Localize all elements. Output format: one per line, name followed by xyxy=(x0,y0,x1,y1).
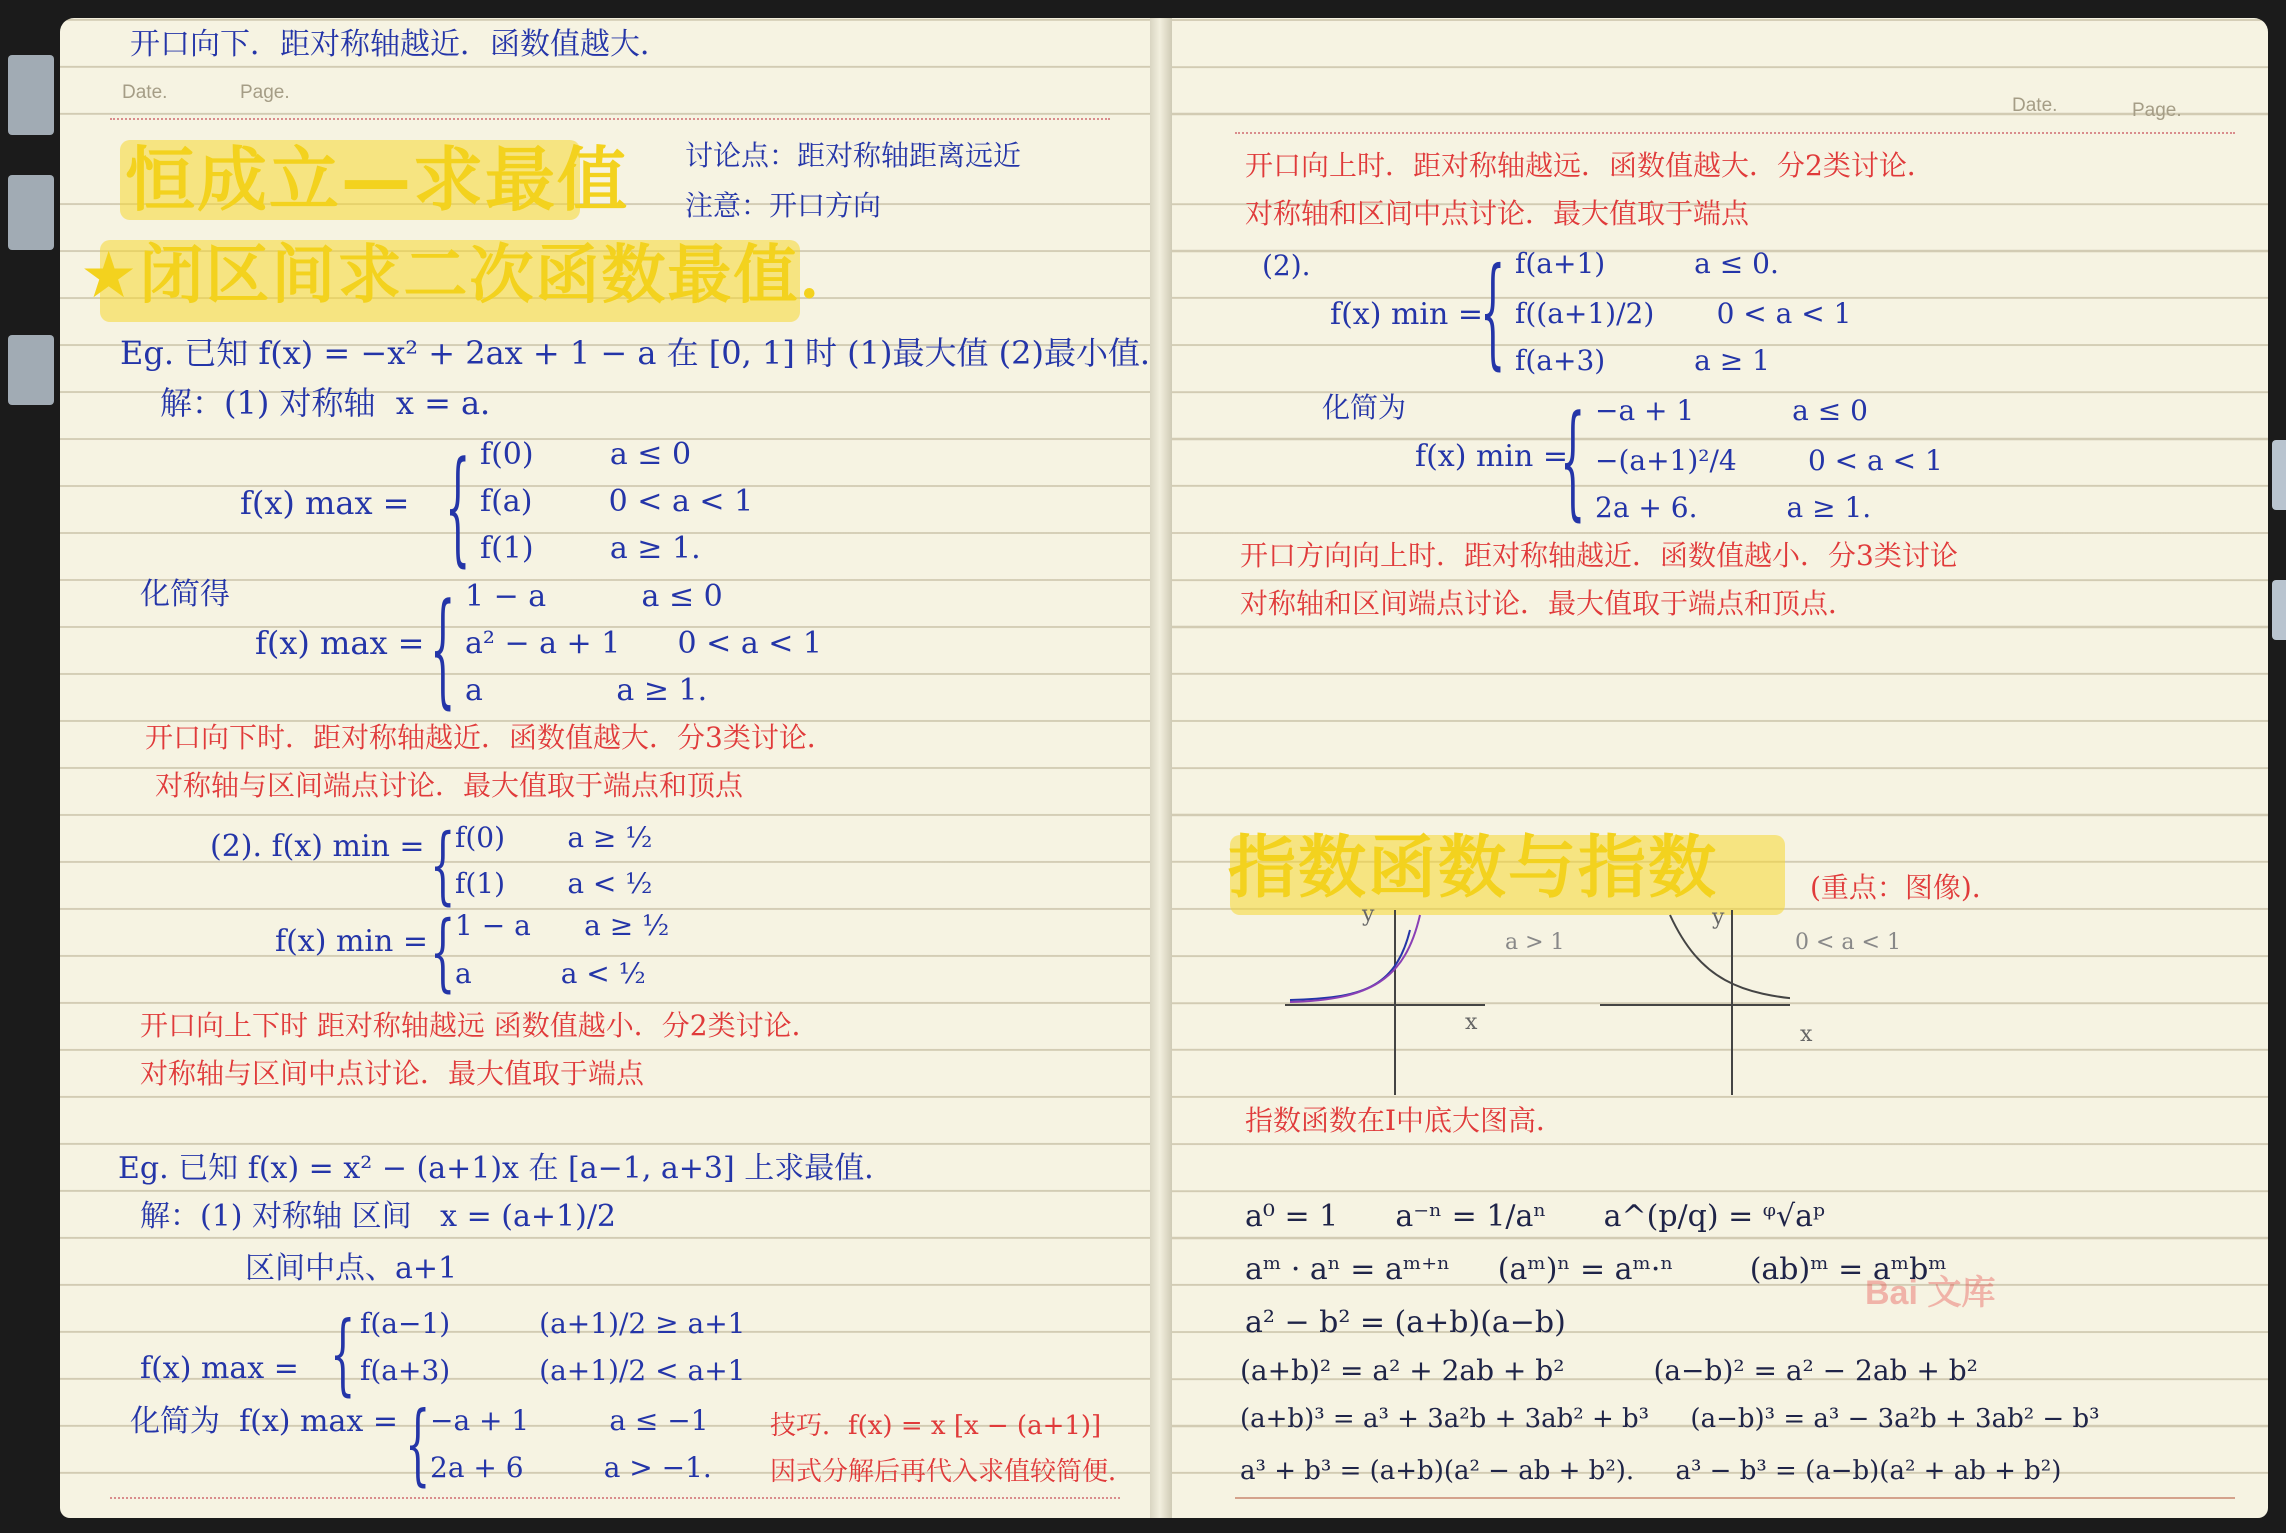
sticky-tab xyxy=(2272,440,2286,510)
case-row: 1 − a a ≤ 0 xyxy=(465,579,723,614)
case-row: f(1) a ≥ 1. xyxy=(480,531,701,566)
tip-note: 因式分解后再代入求值较简便． xyxy=(770,1457,1135,1487)
curve xyxy=(1670,915,1790,1000)
example-problem: Eg. 已知 f(x) = x² − (a+1)x 在 [a−1, a+3] 上求最值． xyxy=(118,1151,895,1186)
case-row: −(a+1)²/4 0 < a < 1 xyxy=(1595,444,1943,477)
simplify-label: 化简为 f(x) max = xyxy=(130,1404,398,1439)
key-note: (重点：图像)． xyxy=(1810,871,2000,904)
fmax-label: f(x) max = xyxy=(140,1351,299,1386)
case-row: f(0) a ≥ ½ xyxy=(455,821,653,854)
fmin-label: f(x) min = xyxy=(1330,297,1484,332)
formula-line: (a+b)² = a² + 2ab + b² (a−b)² = a² − 2ab + b² xyxy=(1240,1354,1978,1387)
right-notebook-page xyxy=(1162,18,2268,1518)
solution-line: 解：(1) 对称轴 x = a． xyxy=(160,384,513,422)
side-note: 注意：开口方向 xyxy=(685,189,882,222)
case-row: f((a+1)/2) 0 < a < 1 xyxy=(1515,297,1852,330)
title-heading: 恒成立—求最值 xyxy=(125,139,629,221)
midpoint-note: 区间中点、a+1 xyxy=(245,1251,458,1286)
sticky-tab xyxy=(8,335,54,405)
footer-rule xyxy=(110,1497,1120,1499)
fmax-label: f(x) max = xyxy=(240,484,410,522)
axis-label-y: y xyxy=(1362,902,1375,927)
side-note: 讨论点：距对称轴距离远近 xyxy=(685,139,1022,172)
sticky-tab xyxy=(2272,580,2286,640)
page-label: Page. xyxy=(240,82,290,103)
formula-line: aᵐ · aⁿ = aᵐ⁺ⁿ (aᵐ)ⁿ = aᵐ·ⁿ (ab)ᵐ = aᵐbᵐ xyxy=(1245,1252,1947,1287)
red-note: 开口向上时．距对称轴越远．函数值越大．分2类讨论． xyxy=(1245,149,1935,182)
case-brace: { xyxy=(430,580,456,723)
fmin-label: f(x) min = xyxy=(275,924,429,959)
red-note: 指数函数在Ⅰ中底大图高． xyxy=(1245,1104,1565,1137)
page-label: Page. xyxy=(2132,100,2182,121)
red-note: 对称轴和区间中点讨论．最大值取于端点 xyxy=(1245,197,1750,230)
graph-a-between-0-1 xyxy=(1600,910,1790,1095)
red-note: 开口向上下时 距对称轴越远 函数值越小．分2类讨论． xyxy=(140,1009,820,1042)
subtitle-heading: ★闭区间求二次函数最值． xyxy=(80,239,866,313)
top-note: 开口向下．距对称轴越近．函数值越大． xyxy=(130,27,670,62)
simplify-label: 化简得 xyxy=(140,577,230,612)
header-rule xyxy=(1235,132,2235,134)
sticky-tab xyxy=(8,55,54,135)
case-row: a a ≥ 1. xyxy=(465,673,708,708)
case-row: −a + 1 a ≤ 0 xyxy=(1595,394,1868,427)
formula-line: a² − b² = (a+b)(a−b) xyxy=(1245,1305,1566,1340)
axis-label-x: x xyxy=(1465,1010,1478,1035)
part-two-fmin: (2). f(x) min = xyxy=(210,829,425,864)
case-row: a a < ½ xyxy=(455,957,646,990)
case-row: −a + 1 a ≤ −1 xyxy=(430,1404,709,1437)
red-note: 开口向下时．距对称轴越近．函数值越大．分3类讨论． xyxy=(145,721,835,754)
tip-note: 技巧．f(x) = x [x − (a+1)] xyxy=(770,1411,1102,1441)
example-problem: Eg. 已知 f(x) = −x² + 2ax + 1 − a 在 [0, 1] 时 (1)最大值 (2)最小值． xyxy=(120,334,1173,372)
case-row: f(1) a < ½ xyxy=(455,867,653,900)
axis-label-x: x xyxy=(1800,1022,1813,1047)
case-row: a² − a + 1 0 < a < 1 xyxy=(465,626,822,661)
graph-condition: a > 1 xyxy=(1505,930,1565,955)
case-row: f(a+3) (a+1)/2 < a+1 xyxy=(360,1354,746,1387)
case-brace: { xyxy=(1560,392,1586,535)
case-brace: { xyxy=(405,1395,431,1497)
footer-rule xyxy=(1235,1497,2235,1499)
case-row: f(a−1) (a+1)/2 ≥ a+1 xyxy=(360,1307,746,1340)
case-brace: { xyxy=(1480,245,1506,383)
solution-line: 解：(1) 对称轴 区间 x = (a+1)/2 xyxy=(140,1199,617,1234)
red-note: 开口方向向上时．距对称轴越近．函数值越小．分3类讨论 xyxy=(1240,539,1958,572)
axis-label-y: y xyxy=(1712,905,1725,930)
case-row: 2a + 6 a > −1. xyxy=(430,1451,712,1484)
fmin-label: f(x) min = xyxy=(1415,439,1569,474)
header-rule xyxy=(110,118,1110,120)
case-brace: { xyxy=(445,438,471,581)
formula-line: a³ + b³ = (a+b)(a² − ab + b²). a³ − b³ = (a−b)(a² + ab + b²) xyxy=(1240,1456,2062,1486)
part-two-label: (2). xyxy=(1262,249,1311,282)
fmax-label: f(x) max = xyxy=(255,624,425,662)
date-label: Date. xyxy=(122,82,168,103)
graph-a-greater-1 xyxy=(1285,910,1485,1095)
sticky-tab xyxy=(8,175,54,250)
case-row: f(a) 0 < a < 1 xyxy=(480,484,754,519)
red-note: 对称轴与区间中点讨论．最大值取于端点 xyxy=(140,1057,645,1090)
case-row: 1 − a a ≥ ½ xyxy=(455,909,670,942)
graph-condition: 0 < a < 1 xyxy=(1795,930,1901,955)
red-note: 对称轴与区间端点讨论．最大值取于端点和顶点 xyxy=(155,769,744,802)
case-row: f(a+1) a ≤ 0. xyxy=(1515,247,1779,280)
formula-line: a⁰ = 1 a⁻ⁿ = 1/aⁿ a^(p/q) = ᵠ√aᵖ xyxy=(1245,1199,1825,1234)
section-title: 指数函数与指数 xyxy=(1228,829,1719,908)
case-brace: { xyxy=(330,1305,356,1407)
watermark-logo: Bai 文库 xyxy=(1865,1274,1996,1312)
notebook-spine xyxy=(1150,18,1172,1518)
simplify-label: 化简为 xyxy=(1322,391,1407,424)
date-label: Date. xyxy=(2012,95,2058,116)
case-row: f(a+3) a ≥ 1 xyxy=(1515,344,1770,377)
case-row: f(0) a ≤ 0 xyxy=(480,437,692,472)
formula-line: (a+b)³ = a³ + 3a²b + 3ab² + b³ (a−b)³ = a³ − 3a²b + 3ab² − b³ xyxy=(1240,1404,2100,1434)
case-brace: { xyxy=(430,905,456,1002)
curve xyxy=(1290,930,1410,1000)
red-note: 对称轴和区间端点讨论．最大值取于端点和顶点． xyxy=(1240,587,1857,620)
case-brace: { xyxy=(430,818,456,915)
case-row: 2a + 6. a ≥ 1. xyxy=(1595,491,1872,524)
